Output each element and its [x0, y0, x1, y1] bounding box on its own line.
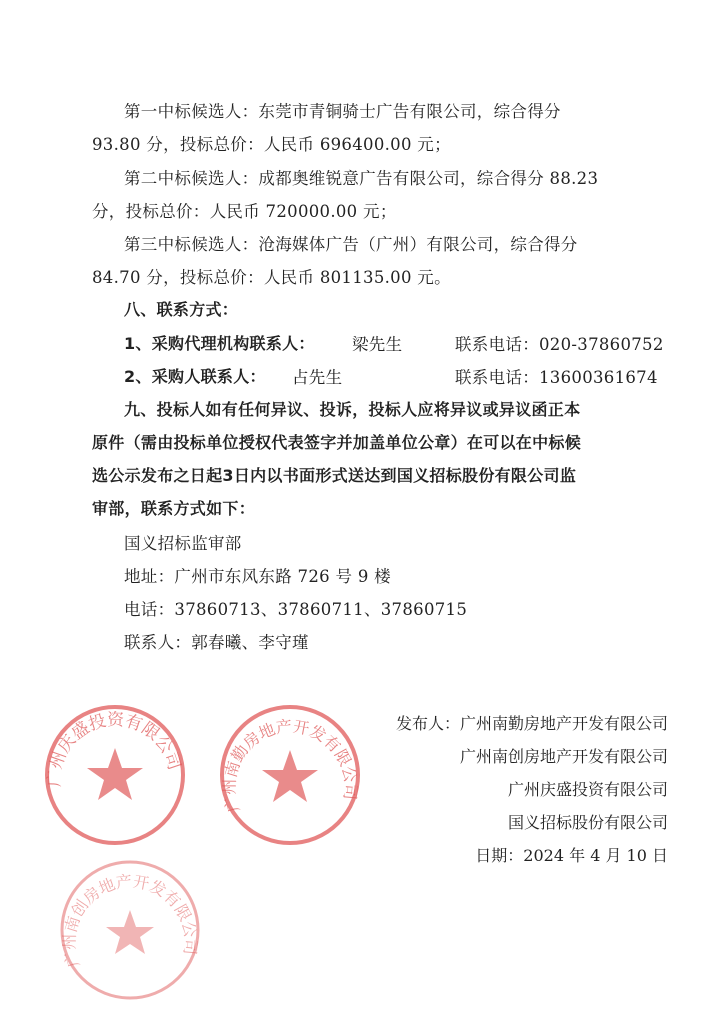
agency-contact-label: 1、采购代理机构联系人：: [124, 334, 315, 353]
second-candidate-line1: 第二中标候选人：成都奥维锐意广告有限公司，综合得分 88.23: [124, 169, 599, 188]
objection-line2: 原件（需由投标单位授权代表签字并加盖单位公章）在可以在中标候: [92, 433, 582, 452]
agency-contact-phone: 联系电话：020-37860752: [455, 335, 664, 354]
svg-text:广州南创房地产开发有限公司: 广州南创房地产开发有限公司: [59, 871, 201, 970]
svg-text:广州南勤房地产开发有限公司: 广州南勤房地产开发有限公司: [219, 716, 361, 815]
seal-nanqin: [215, 700, 365, 850]
buyer-contact-phone: 联系电话：13600361674: [455, 368, 658, 387]
seal-qingsheng: [40, 700, 190, 850]
contacts-heading: 八、联系方式：: [124, 300, 239, 319]
objection-address: 地址：广州市东风东路 726 号 9 楼: [124, 567, 391, 586]
seal-nanchuang: [55, 855, 205, 1005]
svg-text:广州庆盛投资有限公司: 广州庆盛投资有限公司: [44, 710, 185, 788]
second-candidate-line2: 分，投标总价：人民币 720000.00 元；: [92, 202, 397, 221]
buyer-contact-label: 2、采购人联系人：: [124, 367, 266, 386]
publisher-line3: 广州庆盛投资有限公司: [507, 780, 668, 799]
agency-contact-name: 梁先生: [352, 335, 403, 354]
objection-line1: 九、投标人如有任何异议、投诉，投标人应将异议或异议函正本: [124, 400, 581, 419]
publisher-date: 日期：2024 年 4 月 10 日: [475, 846, 668, 865]
objection-line3: 选公示发布之日起3日内以书面形式送达到国义招标股份有限公司监: [92, 466, 577, 485]
objection-dept: 国义招标监审部: [124, 534, 242, 553]
first-candidate-line2: 93.80 分，投标总价：人民币 696400.00 元；: [92, 135, 451, 154]
publisher-line4: 国义招标股份有限公司: [507, 813, 668, 832]
buyer-contact-name: 占先生: [292, 368, 343, 387]
objection-phone: 电话：37860713、37860711、37860715: [124, 600, 468, 619]
first-candidate-line1: 第一中标候选人：东莞市青铜骑士广告有限公司，综合得分: [124, 102, 561, 121]
publisher-line2: 广州南创房地产开发有限公司: [459, 747, 668, 766]
third-candidate-line1: 第三中标候选人：沧海媒体广告（广州）有限公司，综合得分: [124, 235, 578, 254]
objection-line4: 审部，联系方式如下：: [92, 499, 256, 518]
third-candidate-line2: 84.70 分，投标总价：人民币 801135.00 元。: [92, 268, 451, 287]
objection-persons: 联系人：郭春曦、李守瑾: [124, 633, 309, 652]
publisher-line1: 发布人：广州南勤房地产开发有限公司: [395, 714, 668, 733]
